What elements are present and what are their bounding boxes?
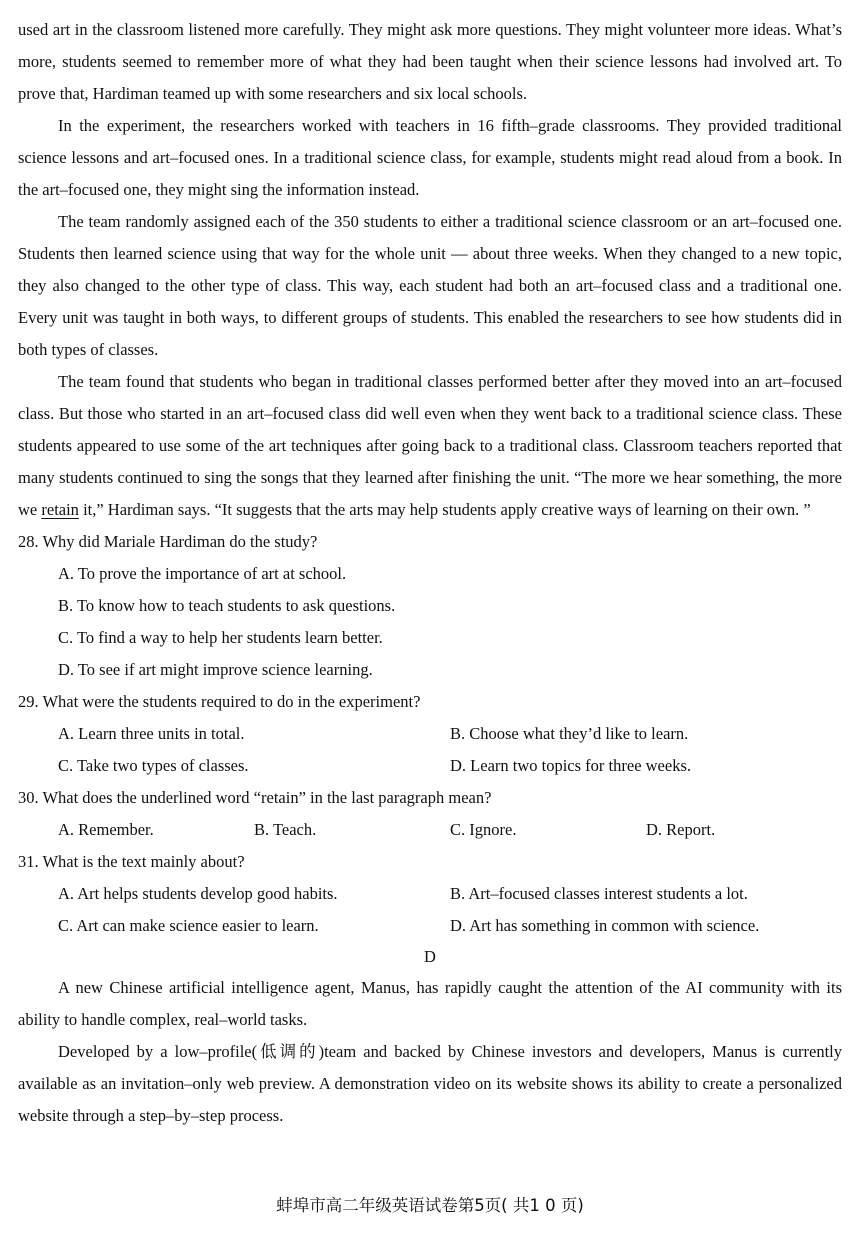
passage-d-heading: D	[424, 947, 436, 966]
question-28-option-d: D. To see if art might improve science learning.	[58, 660, 373, 679]
question-31-option-a: A. Art helps students develop good habits.	[58, 884, 338, 903]
question-28-option-a: A. To prove the importance of art at school.	[58, 564, 347, 583]
passage-c-paragraph-1: In the experiment, the researchers worked with teachers in 16 fifth–grade classrooms. They provided traditional science lessons and art–focused ones. In a traditional science class, for example, students might read aloud from a book. In the art–focused one, they might sing the information instead.	[18, 116, 842, 199]
question-29-option-d: D. Learn two topics for three weeks.	[450, 756, 691, 775]
passage-c-paragraph-0: used art in the classroom listened more carefully. They might ask more questions. They might volunteer more ideas. What’s more, students seemed to remember more of what they had been taught when their science lessons had involved art. To prove that, Hardiman teamed up with some researchers and six local schools.	[18, 20, 842, 103]
question-29-option-c: C. Take two types of classes.	[58, 756, 249, 775]
question-28-option-c: C. To find a way to help her students learn better.	[58, 628, 383, 647]
question-31	[18, 846, 842, 942]
question-30-option-a: A. Remember.	[58, 820, 154, 839]
question-28-option-b: B. To know how to teach students to ask questions.	[58, 596, 396, 615]
question-28	[18, 526, 842, 686]
question-29-options-row-1	[18, 718, 842, 750]
question-31-option-b: B. Art–focused classes interest students a lot.	[450, 884, 748, 903]
question-29	[18, 686, 842, 782]
question-31-option-c: C. Art can make science easier to learn.	[58, 916, 319, 935]
exam-page	[18, 14, 842, 1132]
passage-c-paragraph-2: The team randomly assigned each of the 350 students to either a traditional science classroom or an art–focused one. Students then learned science using that way for the whole unit — about three weeks. When they changed to a new topic, they also changed to the other type of class. This way, each student had both an art–focused class and a traditional one. Every unit was taught in both ways, to different groups of students. This enabled the researchers to see how students did in both types of classes.	[18, 212, 842, 359]
passage-d-paragraph-2: Developed by a low–profile(低调的)team and backed by Chinese investors and developers, Manus is currently available as an invitation–only web preview. A demonstration video on its website shows its ability to create a personalized website through a step–by–step process.	[18, 1042, 842, 1125]
paragraph-3-text-before: The team found that students who began in traditional classes performed better after they moved into an art–focused class. But those who started in an art–focused class did well even when they went back to a traditional science class. These students appeared to use some of the art techniques after going back to a traditional class. Classroom teachers reported that many students continued to sing the songs that they learned after finishing the unit. “The more we hear something, the more we	[18, 372, 842, 519]
question-29-option-b: B. Choose what they’d like to learn.	[450, 724, 689, 743]
question-31-option-d: D. Art has something in common with science.	[450, 916, 760, 935]
question-30-option-c: C. Ignore.	[450, 820, 517, 839]
question-30-options-row	[18, 814, 842, 846]
question-30-stem: 30. What does the underlined word “retain” in the last paragraph mean?	[18, 788, 492, 807]
question-31-options-row-1	[18, 878, 842, 910]
question-29-stem: 29. What were the students required to do in the experiment?	[18, 692, 421, 711]
question-30-option-b: B. Teach.	[254, 820, 317, 839]
passage-d-paragraph-1: A new Chinese artificial intelligence agent, Manus, has rapidly caught the attention of the AI community with its ability to handle complex, real–world tasks.	[18, 978, 842, 1029]
paragraph-3-text-after: it,” Hardiman says. “It suggests that the arts may help students apply creative ways of learning on their own. ”	[78, 500, 811, 519]
underlined-word-retain: retain	[41, 500, 79, 519]
question-29-option-a: A. Learn three units in total.	[58, 724, 245, 743]
question-29-options-row-2	[18, 750, 842, 782]
question-31-options-row-2	[18, 910, 842, 942]
question-31-stem: 31. What is the text mainly about?	[18, 852, 245, 871]
question-30-option-d: D. Report.	[646, 820, 716, 839]
page-footer: 蚌埠市高二年级英语试卷第5页( 共1 0 页)	[276, 1196, 584, 1215]
passage-c-paragraph-3	[18, 366, 842, 526]
question-28-stem: 28. Why did Mariale Hardiman do the study?	[18, 532, 318, 551]
question-30	[18, 782, 842, 846]
